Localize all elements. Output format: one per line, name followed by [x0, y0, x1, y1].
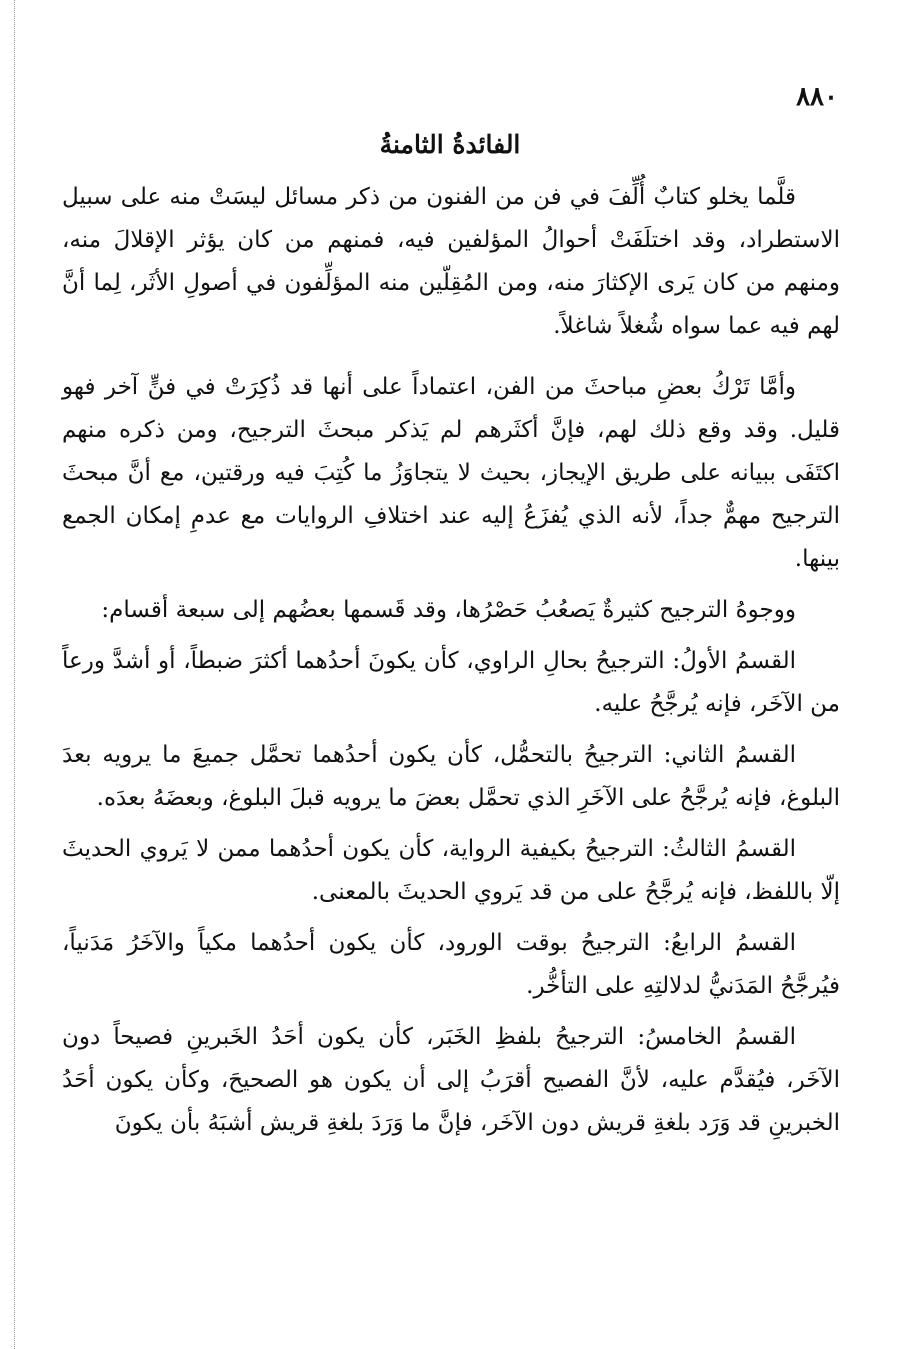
paragraph-tarjih-divisions: ووجوهُ الترجيح كثيرةٌ يَصعُبُ حَصْرُها، وقد قَسمها بعضُهم إلى سبعة أقسام: — [101, 597, 796, 623]
paragraph-section-four: القسمُ الرابعُ: الترجيحُ بوقت الورود، كأن يكون أحدُهما مكياً والآخَرُ مَدَنياً، فيُرجَّحُ المَدَنيُّ لدلالتِهِ على التأخُّر. — [62, 930, 840, 999]
paragraph-tarjih-topic: وأمَّا تَرْكُ بعضِ مباحثَ من الفن، اعتماداً على أنها قد ذُكِرَتْ في فنٍّ آخر فهو قليل. وقد وقع ذلك لهم، فإنَّ أكثَرهم لم يَذكر مبحثَ الترجيح، ومن ذكره منهم اكتَفَى ببيانه على طريق الإيجاز، بحيث لا يتجاوَزُ ما كُتِبَ فيه ورقتين، مع أنَّ مبحثَ الترجيح مهمٌّ جداً، لأنه الذي يُفزَعُ إليه عند اختلافِ الروايات مع عدمِ إمكان الجمع بينها. — [62, 374, 840, 572]
paragraph-section-two: القسمُ الثاني: الترجيحُ بالتحمُّل، كأن يكون أحدُهما تحمَّل جميعَ ما يرويه بعدَ البلوغ، فإنه يُرجَّحُ على الآخَرِ الذي تحمَّل بعضَ ما يرويه قبلَ البلوغ، وبعضَهُ بعدَه. — [62, 742, 840, 811]
paragraph-section-three: القسمُ الثالثُ: الترجيحُ بكيفية الرواية، كأن يكون أحدُهما ممن لا يَروي الحديثَ إلّا باللفظ، فإنه يُرجَّحُ على من قد يَروي الحديثَ بالمعنى. — [62, 836, 840, 905]
page-edge-rule — [14, 0, 16, 1349]
section-heading: الفائدةُ الثامنةُ — [379, 130, 521, 159]
page-number: ٨٨٠ — [796, 82, 838, 112]
paragraph-section-one: القسمُ الأولُ: الترجيحُ بحالِ الراوي، كأن يكونَ أحدُهما أكثرَ ضبطاً، أو أشدَّ ورعاً من الآخَر، فإنه يُرجَّحُ عليه. — [62, 648, 840, 717]
body-text — [62, 176, 840, 1145]
paragraph-section-five: القسمُ الخامسُ: الترجيحُ بلفظِ الخَبَر، كأن يكون أحَدُ الخَبرينِ فصيحاً دون الآخَر، فيُقدَّم عليه، لأنَّ الفصيح أقرَبُ إلى أن يكون هو الصحيحَ، وكأن يكون أحَدُ الخبرينِ قد وَرَد بلغةِ قريش دون الآخَر، فإنَّ ما وَرَدَ بلغةِ قريش أشبَهُ بأن يكونَ — [62, 1024, 840, 1136]
paragraph-intro: قلَّما يخلو كتابٌ أُلِّفَ في فن من الفنون من ذكر مسائل ليسَتْ منه على سبيل الاستطراد، وقد اختلَفَتْ أحوالُ المؤلفين فيه، فمنهم من كان يؤثر الإقلالَ منه، ومنهم من كان يَرى الإكثارَ منه، ومن المُقِلّين منه المؤلِّفون في أصولِ الأثَر، لِما أنَّ لهم فيه عما سواه شُغلاً شاغلاً. — [62, 184, 840, 339]
